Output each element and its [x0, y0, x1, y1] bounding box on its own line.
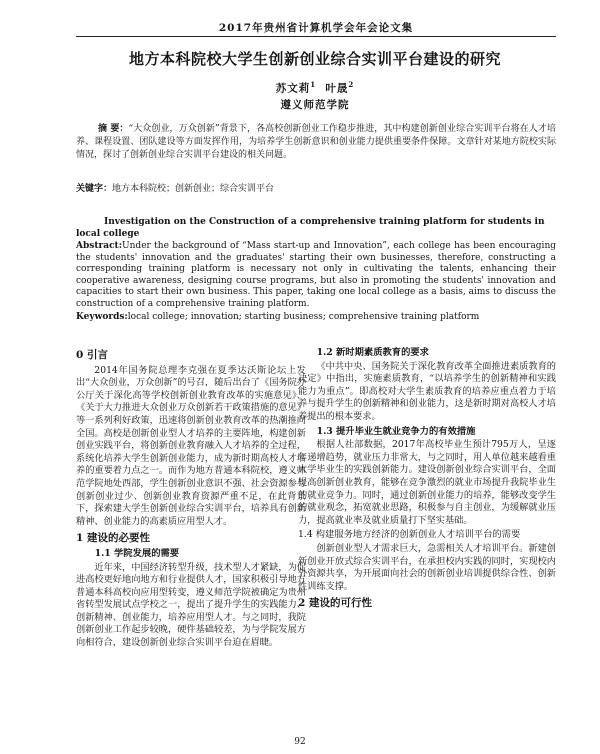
english-abstract-label: Abstract: [76, 241, 123, 251]
paper-title: 地方本科院校大学生创新创业综合实训平台建设的研究 [128, 50, 501, 68]
subsection-heading: 1.2 新时期素质教育的要求 [316, 347, 429, 358]
running-header: 2017年贵州省计算机学会年会论文集 [218, 22, 414, 34]
affiliation: 遵义师范学院 [280, 99, 350, 111]
body-column-left [76, 345, 306, 650]
keywords-cn-text: 地方本科院校；创新创业；综合实训平台 [112, 184, 275, 194]
body-paragraph: 2014年国务院总理李克强在夏季达沃斯论坛上发出“大众创业，万众创新”的号召，随后出台了《国务院办公厅关于深化高等学校创新创业教育改革的实施意见》、《关于大力推进大众创业万众创新若干政策措施的意见》等一系列利好政策，迅速将创新创业教育改革的热潮推向全国。高校是创新创业型人才培养的主要阵地，构建创新创业实践平台，将创新创业教育融入人才培养的全过程，系统化培养大学生创新创业能力，成为新时期高校人才培养的重要着力点之一。而作为地方普通本科院校，遵义师范学院地处西部，学生创新创业意识不强、社会资源参与创新创业过少、创新创业教育资源严重不足，在此背景下，探索建大学生创新创业综合实训平台，培养具有创新精神、创业能力的高素质应用型人才。 [76, 364, 306, 527]
abstract-cn-text: “大众创业，万众创新”背景下，各高校创新创业工作稳步推进，其中构建创新创业综合实训平台将在人才培养、课程设置、团队建设等方面发挥作用，为培养学生创新意识和创业能力提供重要条件保障。文章针对某地方院校实际情况，探讨了创新创业综合实训平台建设的相关问题。 [76, 124, 556, 161]
abstract-cn [76, 123, 556, 163]
authors [150, 80, 480, 96]
subsection-heading: 1.1 学院发展的需要 [94, 547, 180, 559]
english-title: Investigation on the Construction of a comprehensive training platform for students in local college [76, 217, 545, 239]
body-paragraph: 近年来，中国经济转型升级，技术型人才紧缺，为促进高校更好地向地方和行业提供人才，国家积极引导地方普通本科高校向应用型转变，遵义师范学院被确定为贵州省转型发展试点学校之一，提出了提升学生的实践能力、创新精神、创业能力，培养应用型人才。与之同时，我院创新创业工作起步较晚，硬件基础较差，为与学院发展方向相符合，建设创新创业综合实训平台迫在眉睫。 [76, 561, 306, 649]
keywords-cn-label: 关键字： [76, 184, 113, 194]
page-number: 92 [294, 737, 306, 747]
english-abstract-text: Under the background of “Mass start-up and Innovation”, each college has been encouraging the students' innovation and the graduates' starting their own businesses, therefore, constructing a corresponding training platform is necessary not only in cultivating the talents, enhancing their cooperative awareness, designing course programs, but also in promoting the students' innovation and capacities to start their own business. This paper, taking one local college as a basis, aims to discuss the construction of a comprehensive training platform. [76, 241, 556, 309]
body-paragraph: 《中共中央、国务院关于深化教育改革全面推进素质教育的决定》中指出，实施素质教育，“以培养学生的创新精神和实践能力为重点”。即高校对大学生素质教育的培养应重点着力于培养与提升学生的创新精神和创业能力，这是新时期对高校人才培养提出的根本要求。 [298, 360, 556, 422]
english-keywords-label: Keywords: [76, 312, 128, 322]
subsection-heading: 1.4 构建服务地方经济的创新创业人才培训平台的需要 [298, 529, 521, 541]
subsection-heading: 1.3 提升毕业生就业竞争力的有效措施 [316, 425, 476, 437]
author-mark: 1 [310, 80, 317, 89]
author-name: 叶晟 [325, 82, 349, 95]
english-keywords-text: local college; innovation; starting business; comprehensive training platform [127, 312, 480, 322]
body-paragraph: 根据人社部数据，2017年高校毕业生预计795万人，呈逐年递增趋势，就业压力非常大，与之同时，用人单位越来越看重大学毕业生的实践创新能力。建设创新创业综合实训平台，全面提高创新创业教育，能够在竞争激烈的就业市场提升我院毕业生的就业竞争力。同时，通过创新创业能力的培养，能够改变学生的就业观念，拓宽就业思路，积极参与自主创业，为缓解就业压力，提高就业率及就业质量打下坚实基础。 [298, 439, 556, 526]
author-name: 苏文莉 [275, 82, 311, 95]
section-heading: 2 建设的可行性 [298, 597, 372, 610]
english-abstract [76, 241, 556, 311]
body-paragraph: 创新创业型人才需求巨大，急需相关人才培训平台。新建创新创业开放式综合实训平台，在承担校内实践的同时，实现校内外资源共享，为开展面向社会的创新创业培训提供综合性、创新性训练支撑。 [298, 542, 556, 592]
section-heading: 1 建设的必要性 [76, 532, 150, 545]
english-keywords [76, 311, 556, 323]
author-mark: 2 [348, 80, 355, 89]
keywords-cn [76, 183, 556, 196]
abstract-cn-label: 摘 要： [98, 124, 129, 134]
header-rule [76, 36, 556, 37]
section-heading: 0 引言 [76, 349, 108, 361]
body-column-right [298, 345, 556, 613]
